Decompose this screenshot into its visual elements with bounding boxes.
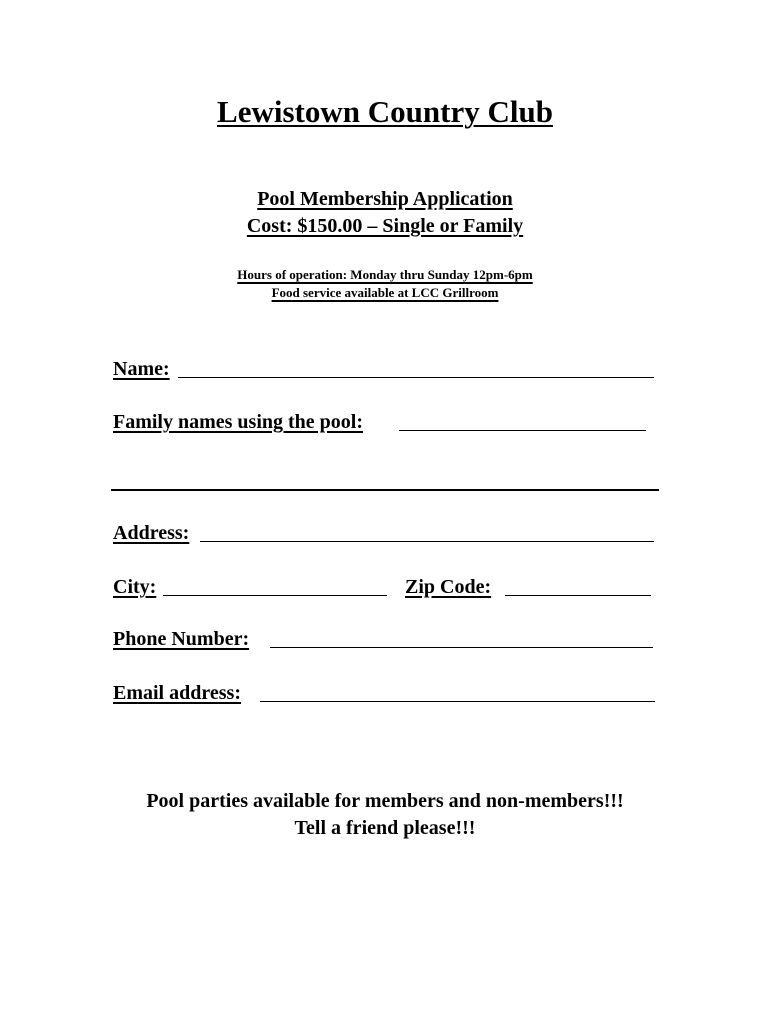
phone-number-field[interactable] bbox=[113, 627, 653, 653]
address-label: Address: bbox=[113, 522, 190, 544]
application-subtitle: Pool Membership Application bbox=[257, 188, 513, 210]
membership-cost: Cost: $150.00 – Single or Family bbox=[246, 215, 524, 237]
email-address-field[interactable] bbox=[113, 681, 655, 707]
family-names-blank-line[interactable] bbox=[399, 430, 646, 431]
family-names-extra-line[interactable] bbox=[111, 489, 659, 491]
name-field[interactable] bbox=[113, 357, 654, 383]
city-blank-line[interactable] bbox=[163, 595, 387, 596]
club-title: Lewistown Country Club bbox=[217, 94, 553, 129]
name-label: Name: bbox=[113, 358, 170, 380]
tell-a-friend-note: Tell a friend please!!! bbox=[294, 817, 476, 839]
name-blank-line[interactable] bbox=[178, 377, 654, 378]
city-field[interactable] bbox=[113, 575, 387, 601]
family-names-label: Family names using the pool: bbox=[113, 411, 364, 433]
zip-code-label: Zip Code: bbox=[405, 576, 492, 598]
zip-code-field[interactable] bbox=[405, 575, 651, 601]
hours-of-operation: Hours of operation: Monday thru Sunday 12pm-6pm bbox=[237, 267, 533, 282]
address-field[interactable] bbox=[113, 521, 654, 547]
phone-number-label: Phone Number: bbox=[113, 628, 250, 650]
city-label: City: bbox=[113, 576, 157, 598]
zip-code-blank-line[interactable] bbox=[505, 595, 651, 596]
family-names-field[interactable] bbox=[113, 410, 646, 436]
food-service-note: Food service available at LCC Grillroom bbox=[271, 285, 499, 300]
phone-number-blank-line[interactable] bbox=[270, 647, 653, 648]
pool-parties-promo: Pool parties available for members and non-members!!! bbox=[146, 790, 624, 812]
email-address-label: Email address: bbox=[113, 682, 241, 704]
address-blank-line[interactable] bbox=[200, 541, 654, 542]
email-address-blank-line[interactable] bbox=[260, 701, 655, 702]
